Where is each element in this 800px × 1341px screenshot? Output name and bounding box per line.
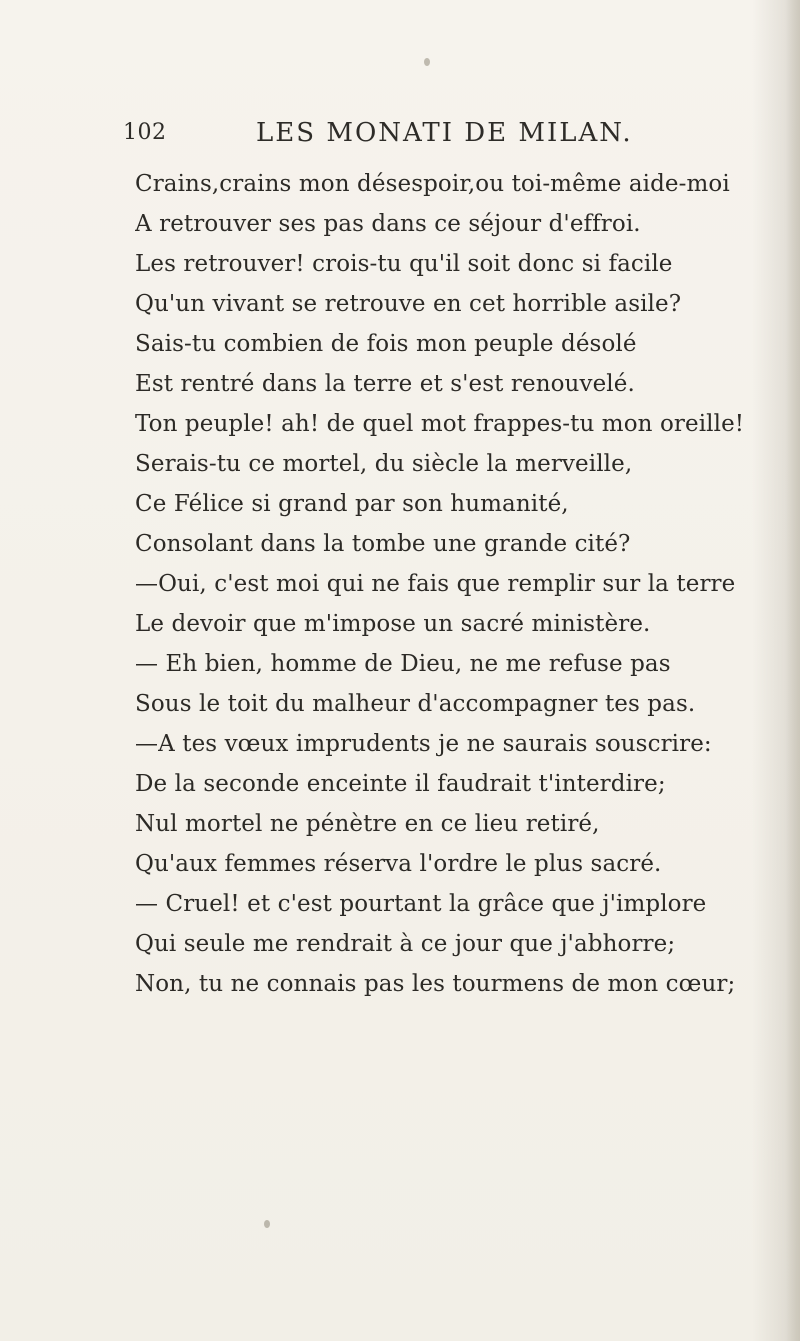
verse-line: —Oui, c'est moi qui ne fais que remplir sur la terre <box>135 571 736 597</box>
verse-line: A retrouver ses pas dans ce séjour d'effroi. <box>135 211 641 237</box>
verse-line: Ton peuple! ah! de quel mot frappes-tu mon oreille! <box>135 411 745 437</box>
verse-line: Crains,crains mon désespoir,ou toi-même aide-moi <box>135 171 730 197</box>
paper-speck <box>424 58 430 66</box>
page-header <box>123 114 683 154</box>
verse-line: Sous le toit du malheur d'accompagner tes pas. <box>135 691 696 717</box>
verse-line: Ce Félice si grand par son humanité, <box>135 491 569 517</box>
verse-line: Sais-tu combien de fois mon peuple désolé <box>135 331 637 357</box>
paper-speck <box>264 1220 270 1228</box>
verse-line: Qu'un vivant se retrouve en cet horrible asile? <box>135 291 682 317</box>
verse-line: — Cruel! et c'est pourtant la grâce que j'implore <box>135 891 707 917</box>
verse-line: Qui seule me rendrait à ce jour que j'abhorre; <box>135 931 676 957</box>
verse-line: Consolant dans la tombe une grande cité? <box>135 531 631 557</box>
verse-line: De la seconde enceinte il faudrait t'interdire; <box>135 771 666 797</box>
verse-line: Serais-tu ce mortel, du siècle la merveille, <box>135 451 633 477</box>
verse-line: —A tes vœux imprudents je ne saurais souscrire: <box>135 731 712 757</box>
verse-line: Nul mortel ne pénètre en ce lieu retiré, <box>135 811 600 837</box>
verse-line: Est rentré dans la terre et s'est renouvelé. <box>135 371 635 397</box>
verse-line: Non, tu ne connais pas les tourmens de mon cœur; <box>135 971 736 997</box>
verse-line: Les retrouver! crois-tu qu'il soit donc si facile <box>135 251 673 277</box>
poem-text <box>135 164 775 1004</box>
running-title: LES MONATI DE MILAN. <box>256 118 633 148</box>
verse-line: — Eh bien, homme de Dieu, ne me refuse pas <box>135 651 671 677</box>
verse-line: Le devoir que m'impose un sacré ministère. <box>135 611 651 637</box>
page-edge-shadow <box>786 0 800 1341</box>
verse-line: Qu'aux femmes réserva l'ordre le plus sacré. <box>135 851 662 877</box>
page-number: 102 <box>123 120 167 145</box>
